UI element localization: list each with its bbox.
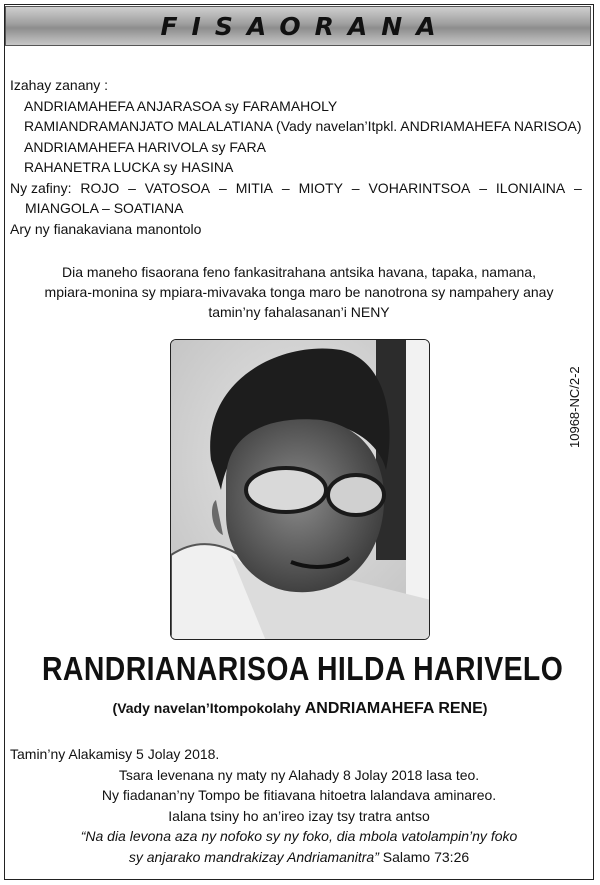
spouse-prefix: (Vady navelan’Itompokolahy [112, 700, 305, 716]
quote-line-2-wrap [10, 847, 588, 868]
spouse-line [0, 700, 600, 718]
quote-reference: Salamo 73:26 [382, 848, 470, 865]
thanks-line-1: Dia maneho fisaorana feno fankasitrahana antsika havana, tapaka, namana, [62, 264, 536, 280]
dash: – [281, 179, 290, 196]
grandchild-name: VOHARINTSOA [368, 179, 471, 196]
family-section [10, 75, 588, 239]
grandchild-name: MIOTY [298, 179, 343, 196]
thanks-paragraph [10, 262, 588, 322]
grandchild-name: VATOSOA [144, 179, 211, 196]
reference-code [567, 348, 582, 448]
grandchildren-continued: MIANGOLA – SOATIANA [25, 200, 184, 216]
dash: – [479, 179, 488, 196]
thanks-line-3: tamin’ny fahalasanan’i NENY [208, 304, 390, 320]
reference-code-text: 10968-NC/2-2 [567, 366, 582, 448]
header-banner [5, 6, 591, 46]
grandchild-name: MITIA [235, 179, 274, 196]
deceased-name: RANDRIANARISOA HILDA HARIVELO [42, 650, 564, 687]
family-intro: Izahay zanany : [10, 77, 109, 93]
dash: – [574, 179, 582, 196]
closing-line: Ialana tsiny ho an’ireo izay tsy tratra antso [168, 807, 430, 824]
spouse-name: ANDRIAMAHEFA RENE [304, 700, 483, 717]
portrait-photo [170, 339, 430, 640]
grandchild-name: ILONIAINA [495, 179, 566, 196]
thanks-line-2: mpiara-monina sy mpiara-mivavaka tonga maro be nanotrona sy nampahery anay [44, 284, 554, 300]
quote-line-1: “Na dia levona aza ny nofoko sy ny foko, dia mbola vatolampin’ny foko [80, 828, 518, 844]
child-4: RAHANETRA LUCKA sy HASINA [24, 159, 234, 175]
date-line: Tamin’ny Alakamisy 5 Jolay 2018. [10, 746, 220, 762]
dash: – [128, 179, 136, 196]
grandchildren-label: Ny zafiny: [10, 179, 72, 196]
details-section [10, 744, 588, 867]
portrait-icon [171, 340, 430, 640]
child-1: ANDRIAMAHEFA ANJARASOA sy FARAMAHOLY [24, 97, 338, 114]
dash: – [219, 179, 227, 196]
dash: – [351, 179, 360, 196]
spouse-suffix: ) [482, 700, 488, 716]
blessing-line: Ny fiadanan’ny Tompo be fitiavana hitoetra lalandava aminareo. [101, 787, 497, 803]
page-title: FISAORANA [160, 11, 450, 41]
relatives-line: Ary ny fianakaviana manontolo [10, 220, 202, 237]
grandchild-name: ROJO [80, 179, 120, 196]
quote-line-2: sy anjarako mandrakizay Andriamanitra” [128, 848, 379, 865]
burial-line: Tsara levenana ny maty ny Alahady 8 Jolay 2018 lasa teo. [118, 766, 480, 783]
child-3: ANDRIAMAHEFA HARIVOLA sy FARA [24, 138, 266, 155]
grandchildren-line [10, 178, 582, 199]
child-2: RAMIANDRAMANJATO MALALATIANA (Vady navelan’Itpkl. ANDRIAMAHEFA NARISOA) [24, 118, 582, 134]
